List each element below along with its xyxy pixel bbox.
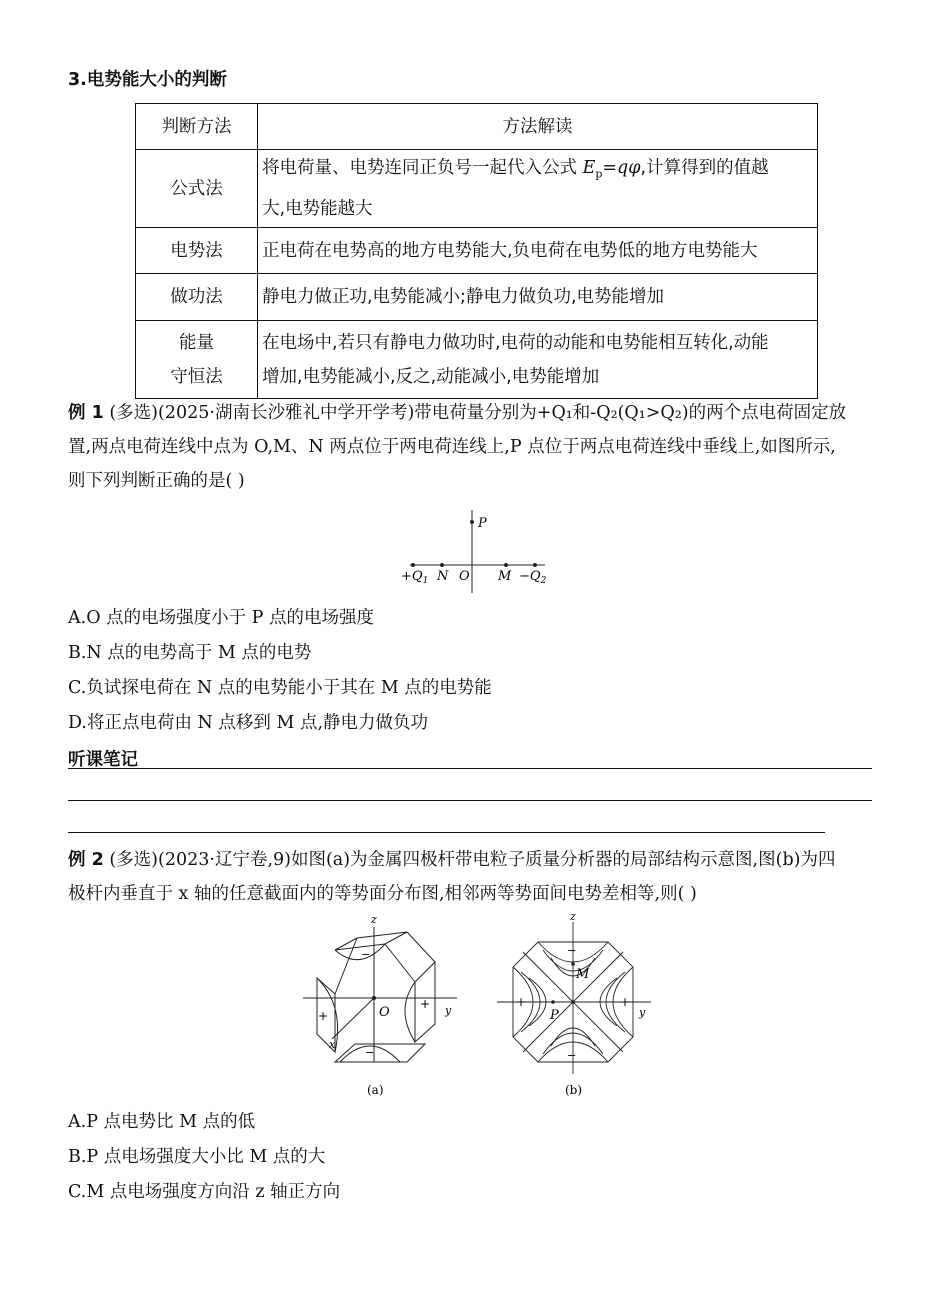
notes-rule-1: [68, 768, 872, 769]
label-p: P: [478, 516, 487, 531]
notes-rule-3: [68, 832, 825, 833]
origin: [571, 1000, 575, 1004]
sign-right: +: [420, 997, 431, 1011]
formula-rest: =qφ: [602, 158, 641, 179]
label-q2: $-Q_2$: [519, 569, 547, 586]
label-q1: $+Q_1$: [401, 569, 429, 586]
equipotential-figure-b: [493, 912, 663, 1102]
label-m: M: [576, 967, 590, 982]
table-row: [136, 228, 818, 274]
sign-top: −: [567, 944, 577, 957]
axis-label-y: y: [639, 1006, 646, 1019]
quadrupole-figure-a: [295, 912, 470, 1102]
example1-label: 例 1: [68, 403, 104, 423]
example1-stem: 带电荷量分别为+Q₁和-Q₂(Q₁>Q₂)的两个点电荷固定放: [414, 403, 847, 423]
label-p: P: [550, 1008, 559, 1023]
label-n: N: [437, 569, 449, 584]
example2-label: 例 2: [68, 850, 104, 870]
section-title: 3.电势能大小的判断: [68, 70, 227, 90]
example1-option-d[interactable]: D.将正点电荷由 N 点移到 M 点,静电力做负功: [68, 713, 429, 733]
formula-e: E: [582, 158, 596, 179]
table-cell-desc: [258, 321, 818, 399]
sign-bottom: −: [567, 1049, 577, 1062]
table-row: [136, 150, 818, 228]
origin-o: [372, 996, 376, 1000]
label-origin: O: [379, 1005, 390, 1020]
edge: [407, 932, 435, 962]
axis-label-y: y: [445, 1004, 452, 1017]
desc-text-line2: 大,电势能越大: [262, 198, 373, 219]
formula-sub: p: [595, 167, 603, 181]
example1-option-b[interactable]: B.N 点的电势高于 M 点的电势: [68, 643, 312, 663]
table-row: [136, 274, 818, 321]
top-rod: [335, 932, 407, 950]
charge-q1: [411, 563, 415, 567]
table-cell-method: 公式法: [136, 150, 258, 228]
desc-text-end: ,计算得到的值越: [640, 158, 769, 179]
example1-line2: 置,两点电荷连线中点为 O,M、N 两点位于两电荷连线上,P 点位于两点电荷连线中垂线上,如图所示,: [68, 437, 836, 457]
edge: [385, 944, 415, 982]
bottom-rod: [335, 1044, 425, 1062]
desc-line1: 在电场中,若只有静电力做功时,电荷的动能和电势能相互转化,动能: [262, 332, 769, 353]
example2-option-c[interactable]: C.M 点电场强度方向沿 z 轴正方向: [68, 1182, 341, 1202]
caption-b: (b): [565, 1083, 583, 1097]
x-axis: [332, 998, 374, 1039]
label-o: O: [459, 569, 470, 584]
desc-line2: 增加,电势能减小,反之,动能减小,电势能增加: [262, 366, 600, 387]
example2-option-b[interactable]: B.P 点电场强度大小比 M 点的大: [68, 1147, 326, 1167]
point-m: [504, 563, 508, 567]
sign-left: +: [516, 995, 527, 1009]
example2-source: (2023·辽宁卷,9): [158, 850, 291, 870]
example2-stem: 如图(a)为金属四极杆带电粒子质量分析器的局部结构示意图,图(b)为四: [290, 850, 836, 870]
table-cell-desc: 静电力做正功,电势能减小;静电力做负功,电势能增加: [258, 274, 818, 321]
example2-option-a[interactable]: A.P 点电势比 M 点的低: [68, 1112, 256, 1132]
table-row: [136, 321, 818, 399]
table-cell-method: [136, 321, 258, 399]
caption-a: (a): [367, 1083, 384, 1097]
example2-tag: (多选): [109, 850, 159, 870]
example1-source: (2025·湖南长沙雅礼中学开学考): [158, 403, 415, 423]
desc-text: 将电荷量、电势连同正负号一起代入公式: [262, 158, 583, 179]
right-rod-curve: [405, 982, 415, 1042]
example1-option-c[interactable]: C.负试探电荷在 N 点的电势能小于其在 M 点的电势能: [68, 678, 492, 698]
point-p: [551, 1000, 555, 1004]
point-n: [440, 563, 444, 567]
notes-label: 听课笔记: [68, 750, 138, 770]
table-header-row: [136, 104, 818, 150]
table-cell-method: 做功法: [136, 274, 258, 321]
sign-top: −: [361, 948, 371, 961]
charge-q2: [533, 563, 537, 567]
example2-line2: 极杆内垂直于 x 轴的任意截面内的等势面分布图,相邻两等势面间电势差相等,则( ): [68, 884, 697, 904]
table-header-desc: 方法解读: [258, 104, 818, 150]
table-cell-desc: 正电荷在电势高的地方电势能大,负电荷在电势低的地方电势能大: [258, 228, 818, 274]
table-cell-method: 电势法: [136, 228, 258, 274]
example1-line3: 则下列判断正确的是( ): [68, 471, 245, 491]
point-m: [571, 962, 575, 966]
axis-label-z: z: [570, 912, 576, 923]
example1-line1: [68, 396, 846, 430]
table-header-method: 判断方法: [136, 104, 258, 150]
table-cell-desc: [258, 150, 818, 228]
axis-label-z: z: [371, 913, 377, 926]
example1-tag: (多选): [109, 403, 159, 423]
sign-bottom: −: [365, 1046, 375, 1059]
sign-right: +: [620, 995, 631, 1009]
edge: [335, 938, 357, 994]
method-line1: 能量: [179, 332, 214, 353]
example1-option-a[interactable]: A.O 点的电场强度小于 P 点的电场强度: [68, 608, 375, 628]
charge-figure: [395, 500, 560, 600]
point-p: [470, 520, 474, 524]
label-m: M: [498, 569, 512, 584]
axis-label-x: x: [329, 1038, 336, 1051]
sign-left: +: [318, 1009, 329, 1023]
method-line2: 守恒法: [170, 366, 223, 387]
method-table: [135, 103, 818, 399]
example2-line1: [68, 843, 835, 877]
notes-rule-2: [68, 800, 872, 801]
